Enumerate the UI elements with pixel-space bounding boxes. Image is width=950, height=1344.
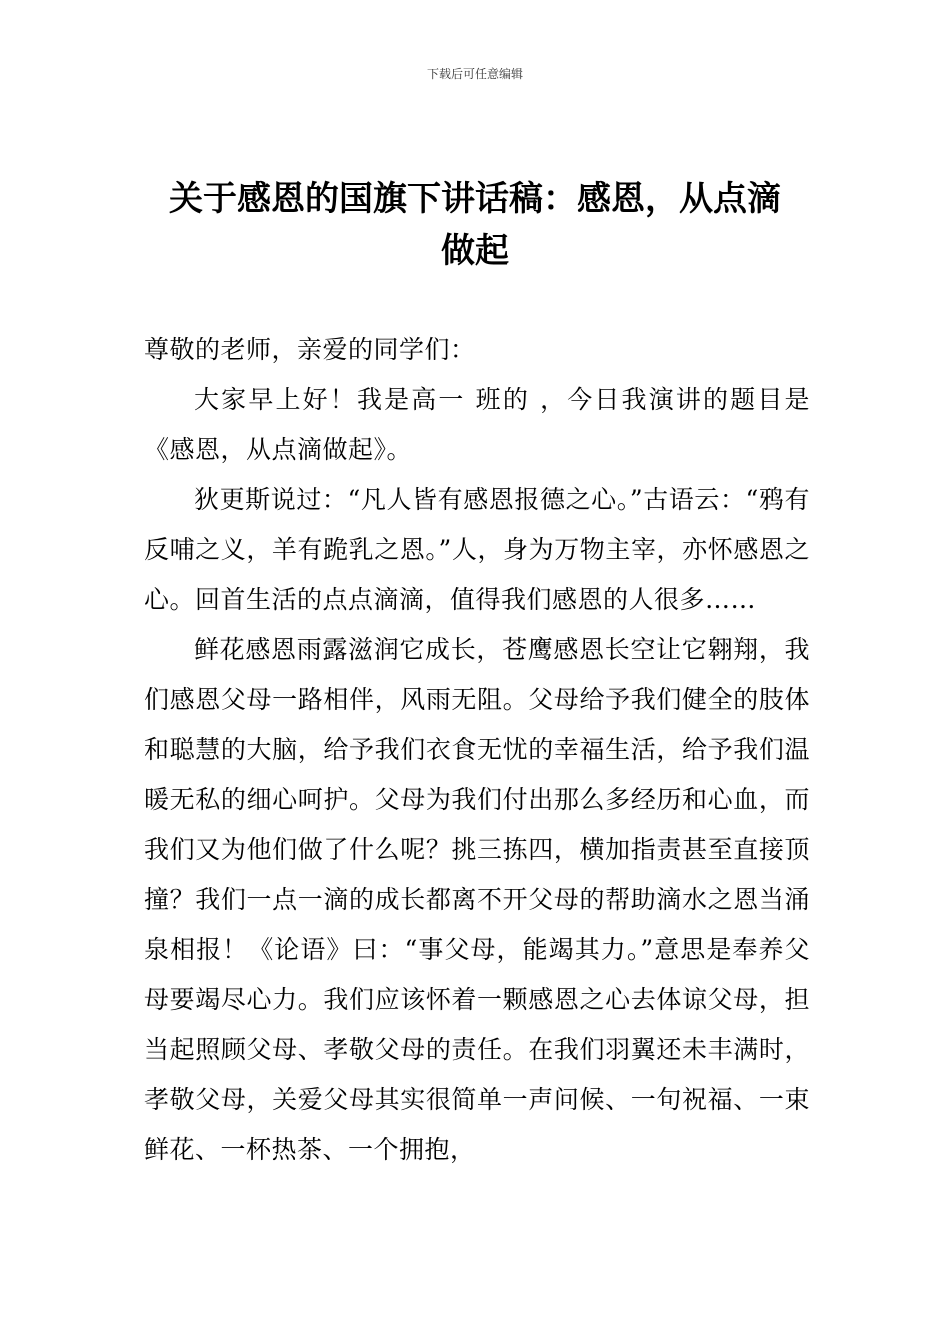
paragraph-intro: 大家早上好！我是高一 班的 ，今日我演讲的题目是《感恩，从点滴做起》。 (144, 385, 810, 464)
title-line-2: 做起 (441, 231, 509, 271)
paragraph-quote: 狄更斯说过：“凡人皆有感恩报德之心。”古语云：“鸦有反哺之义，羊有跪乳之恩。”人，身为万物主宰，亦怀感恩之心。回首生活的点点滴滴，值得我们感恩的人很多…… (144, 485, 810, 614)
title-line-1: 关于感恩的国旗下讲话稿：感恩，从点滴 (169, 179, 781, 219)
paragraph-parents: 鲜花感恩雨露滋润它成长，苍鹰感恩长空让它翱翔，我们感恩父母一路相伴，风雨无阻。父母给予我们健全的肢体和聪慧的大脑，给予我们衣食无忧的幸福生活，给予我们温暖无私的细心呵护。父母为我们付出那么多经历和心血，而我们又为他们做了什么呢？挑三拣四，横加指责甚至直接顶撞？我们一点一滴的成长都离不开父母的帮助滴水之恩当涌泉相报！《论语》曰：“事父母，能竭其力。”意思是奉养父母要竭尽心力。我们应该怀着一颗感恩之心去体谅父母，担当起照顾父母、孝敬父母的责任。在我们羽翼还未丰满时，孝敬父母，关爱父母其实很简单一声问候、一句祝福、一束鲜花、一杯热茶、一个拥抱， (144, 635, 810, 1164)
header-note: 下载后可任意编辑 (426, 67, 523, 81)
document-title (140, 173, 810, 277)
greeting: 尊敬的老师，亲爱的同学们： (144, 335, 476, 364)
document-body (144, 325, 810, 1175)
